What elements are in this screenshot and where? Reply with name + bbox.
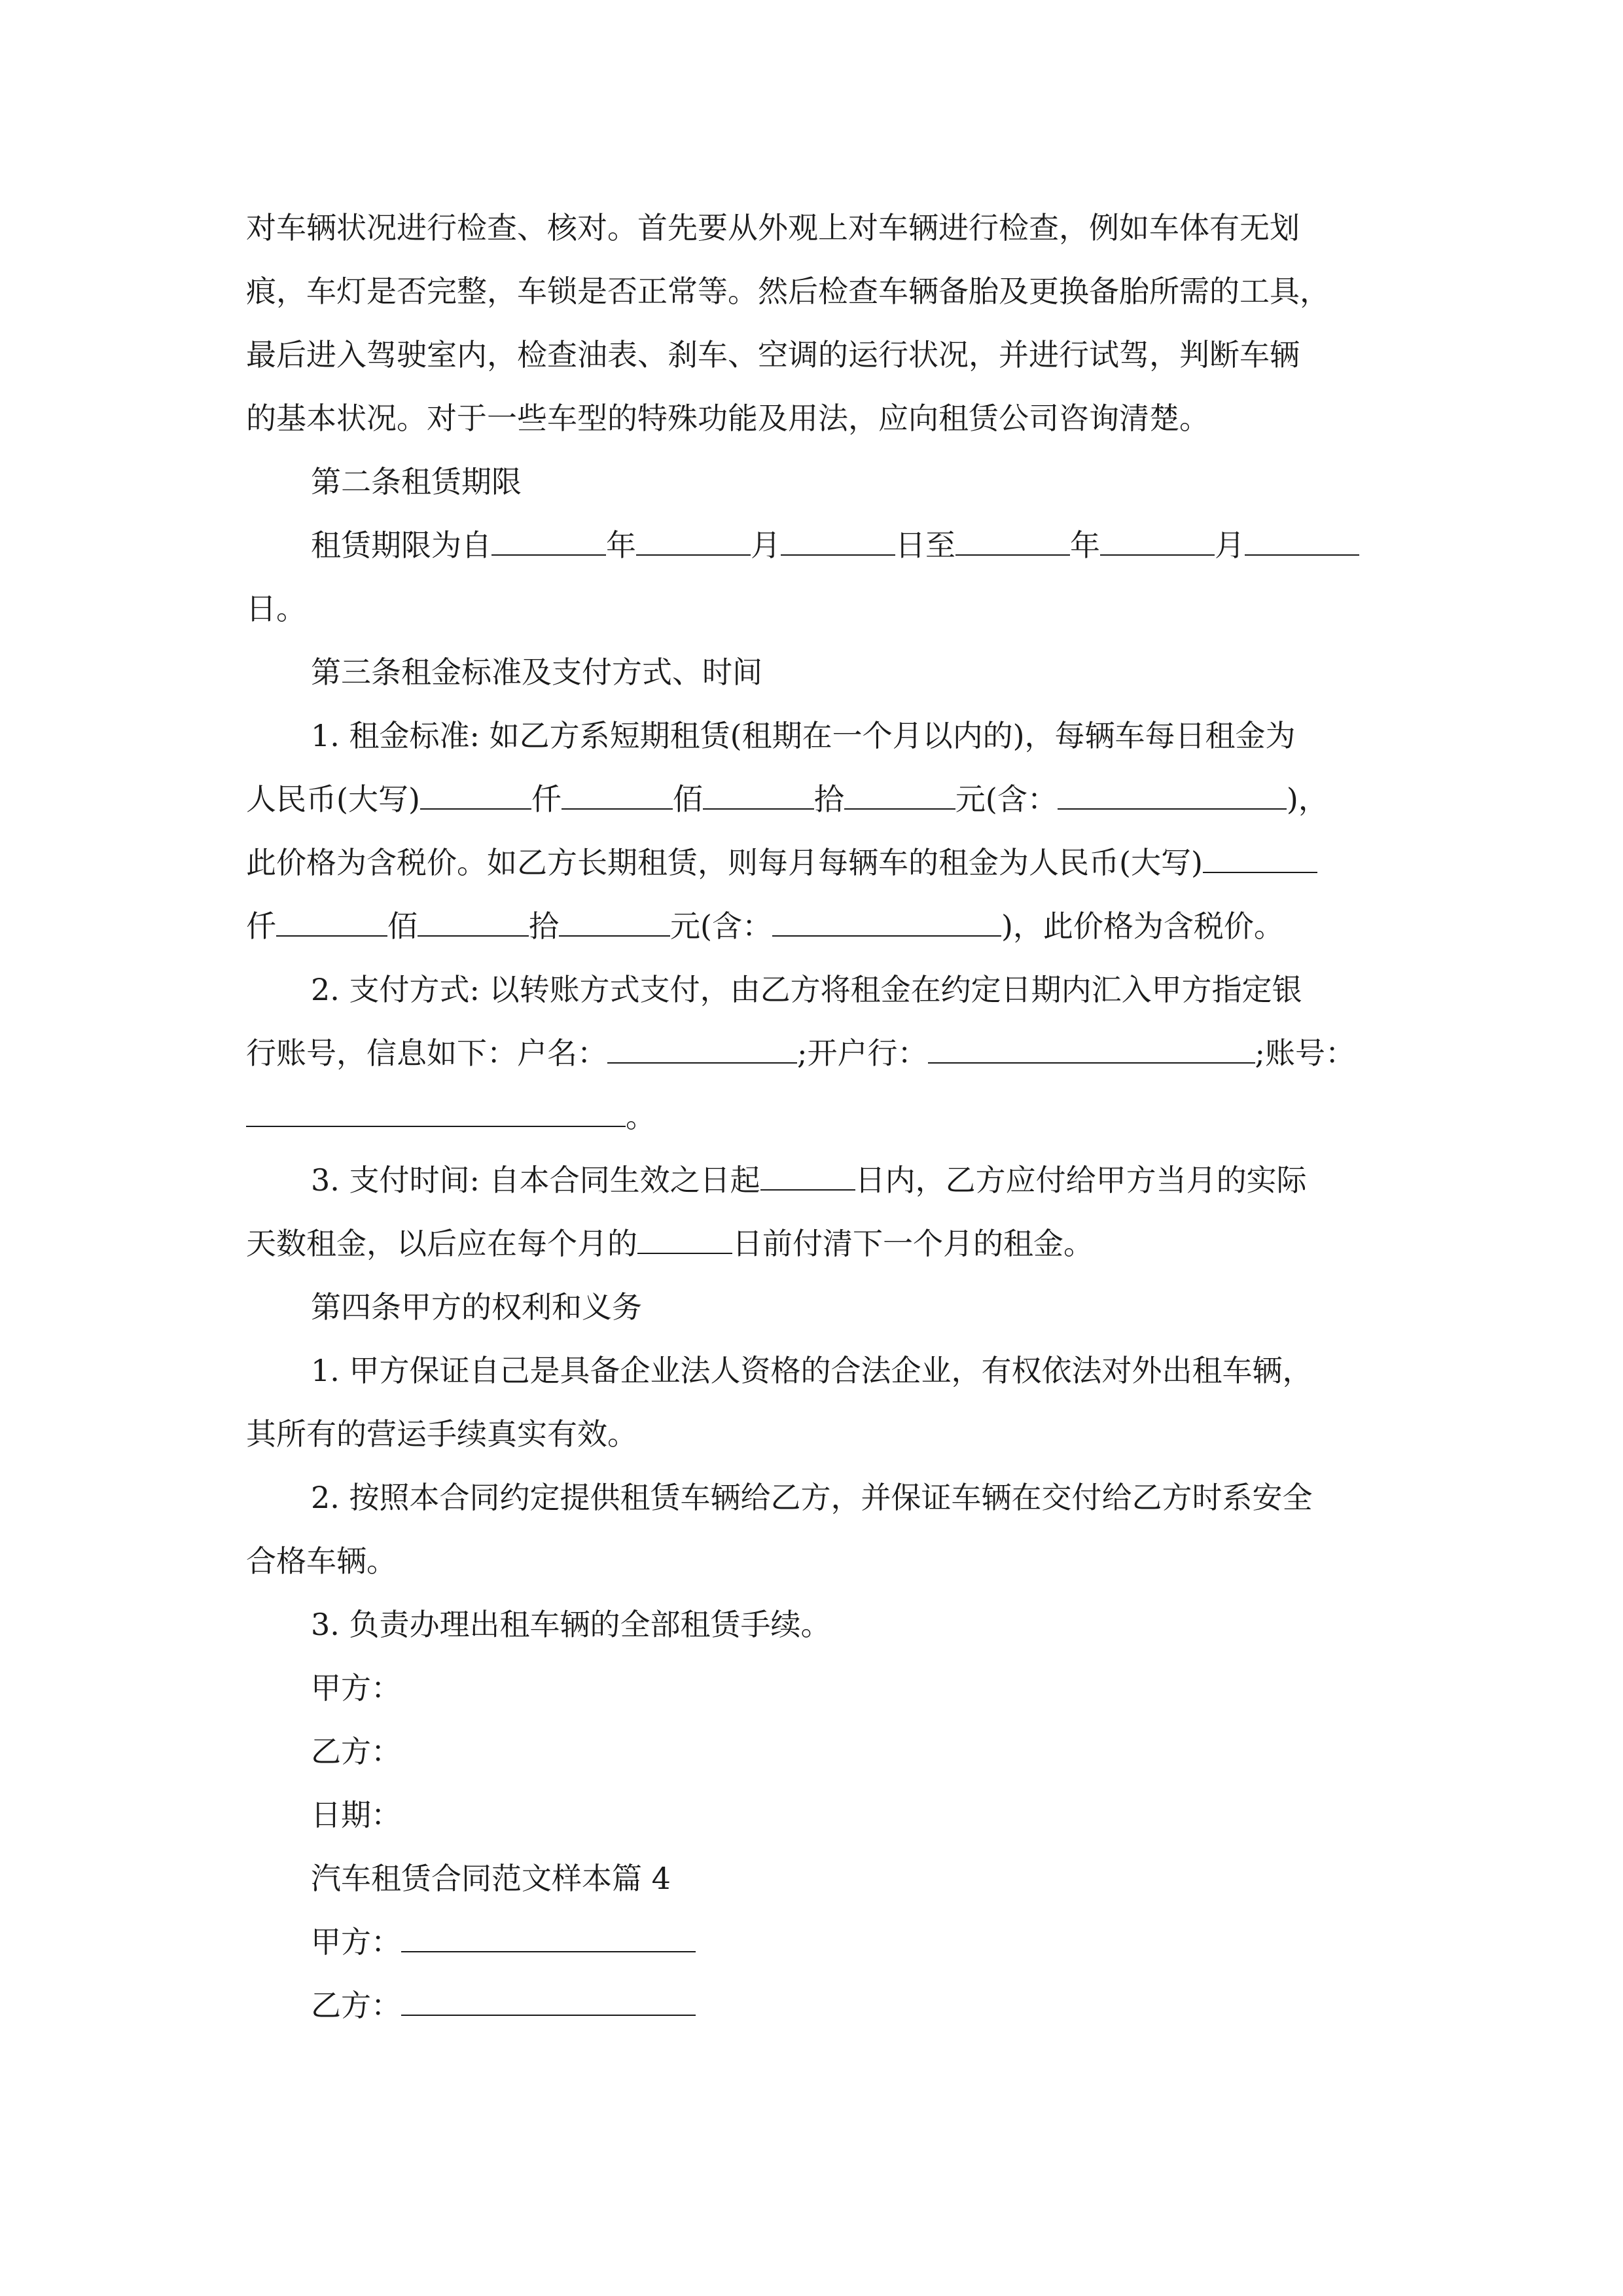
blank-field[interactable] xyxy=(1203,843,1317,873)
paragraph-line: 3. 负责办理出租车辆的全部租赁手续。 xyxy=(311,1607,831,1642)
party-a-line xyxy=(311,1922,1450,1962)
blank-field[interactable] xyxy=(491,526,606,556)
payment-time-line xyxy=(246,1224,1385,1263)
date-label: 日期： xyxy=(311,1797,401,1833)
blank-field[interactable] xyxy=(276,906,387,937)
section-title: 汽车租赁合同范文样本篇 4 xyxy=(311,1861,671,1896)
text: 年 xyxy=(606,528,636,563)
section-heading: 第二条租赁期限 xyxy=(311,464,522,499)
paragraph-line: 最后进入驾驶室内，检查油表、刹车、空调的运行状况，并进行试驾，判断车辆 xyxy=(246,337,1300,372)
paragraph-line: 1. 甲方保证自己是具备企业法人资格的合法企业，有权依法对外出租车辆， xyxy=(311,1353,1313,1388)
text: 元(含： xyxy=(955,781,1058,817)
blank-field[interactable] xyxy=(420,780,531,810)
text: 此价格为含税价。如乙方长期租赁，则每月每辆车的租金为人民币(大写) xyxy=(246,845,1203,880)
text: 行账号，信息如下：户名： xyxy=(246,1035,607,1071)
text: 元(含： xyxy=(670,908,772,944)
text: 甲方： xyxy=(311,1924,401,1960)
text: 仟 xyxy=(531,781,562,817)
party-a-field[interactable] xyxy=(401,1922,696,1952)
text: 仟 xyxy=(246,908,276,944)
blank-field[interactable] xyxy=(955,526,1070,556)
text: 天数租金，以后应在每个月的 xyxy=(246,1226,637,1261)
text: ;账号： xyxy=(1255,1035,1355,1071)
paragraph-line: 2. 按照本合同约定提供租赁车辆给乙方，并保证车辆在交付给乙方时系安全 xyxy=(311,1480,1313,1515)
bank-field[interactable] xyxy=(928,1033,1255,1064)
text: 。 xyxy=(626,1099,656,1134)
paragraph-line: 痕，车灯是否完整，车锁是否正常等。然后检查车辆备胎及更换备胎所需的工具， xyxy=(246,274,1330,309)
party-a-label: 甲方： xyxy=(311,1670,401,1706)
bank-info-line xyxy=(246,1033,1385,1073)
text: 日前付清下一个月的租金。 xyxy=(732,1226,1094,1261)
paragraph-line xyxy=(246,843,1385,882)
blank-field[interactable] xyxy=(760,1160,855,1191)
text: ;开户行： xyxy=(797,1035,928,1071)
blank-field[interactable] xyxy=(562,780,673,810)
blank-field[interactable] xyxy=(781,526,895,556)
blank-field[interactable] xyxy=(1058,780,1287,810)
account-number-field[interactable] xyxy=(246,1097,626,1127)
party-b-line xyxy=(311,1986,1450,2025)
text: 拾 xyxy=(813,781,844,817)
paragraph-line: 2. 支付方式: 以转账方式支付，由乙方将租金在约定日期内汇入甲方指定银 xyxy=(311,972,1302,1007)
paragraph-line: 对车辆状况进行检查、核对。首先要从外观上对车辆进行检查，例如车体有无划 xyxy=(246,210,1300,245)
blank-field[interactable] xyxy=(636,526,751,556)
lease-term-line xyxy=(311,526,1450,565)
party-b-label: 乙方： xyxy=(311,1734,401,1769)
blank-field[interactable] xyxy=(772,906,1001,937)
paragraph-line: 合格车辆。 xyxy=(246,1543,397,1579)
text: 佰 xyxy=(672,781,703,817)
text: 乙方： xyxy=(311,1988,401,2023)
paragraph-line: 日。 xyxy=(246,591,306,626)
text: )，此价格为含税价。 xyxy=(1001,908,1284,944)
payment-time-line xyxy=(311,1160,1450,1200)
blank-field[interactable] xyxy=(418,906,529,937)
blank-field[interactable] xyxy=(844,780,955,810)
section-heading: 第四条甲方的权利和义务 xyxy=(311,1289,642,1325)
section-heading: 第三条租金标准及支付方式、时间 xyxy=(311,655,762,690)
blank-field[interactable] xyxy=(703,780,814,810)
party-b-field[interactable] xyxy=(401,1986,696,2016)
blank-field[interactable] xyxy=(637,1224,732,1254)
blank-field[interactable] xyxy=(559,906,670,937)
rent-amount-line xyxy=(246,780,1385,819)
text: 拾 xyxy=(529,908,559,944)
rent-amount-line xyxy=(246,906,1385,946)
paragraph-line: 其所有的营运手续真实有效。 xyxy=(246,1416,637,1452)
paragraph-line: 的基本状况。对于一些车型的特殊功能及用法，应向租赁公司咨询清楚。 xyxy=(246,401,1209,436)
text: 月 xyxy=(1215,528,1245,563)
text: )， xyxy=(1286,781,1329,817)
text: 日内，乙方应付给甲方当月的实际 xyxy=(855,1162,1307,1198)
account-name-field[interactable] xyxy=(607,1033,797,1064)
text: 人民币(大写) xyxy=(246,781,420,817)
blank-field[interactable] xyxy=(1100,526,1215,556)
text: 3. 支付时间: 自本合同生效之日起 xyxy=(311,1162,760,1198)
paragraph-line: 1. 租金标准: 如乙方系短期租赁(租期在一个月以内的)，每辆车每日租金为 xyxy=(311,718,1296,753)
text: 月 xyxy=(751,528,781,563)
blank-field[interactable] xyxy=(1245,526,1359,556)
text: 年 xyxy=(1070,528,1100,563)
text: 佰 xyxy=(387,908,418,944)
text: 日至 xyxy=(895,528,955,563)
text: 租赁期限为自 xyxy=(311,528,491,563)
account-number-line xyxy=(246,1097,1385,1136)
